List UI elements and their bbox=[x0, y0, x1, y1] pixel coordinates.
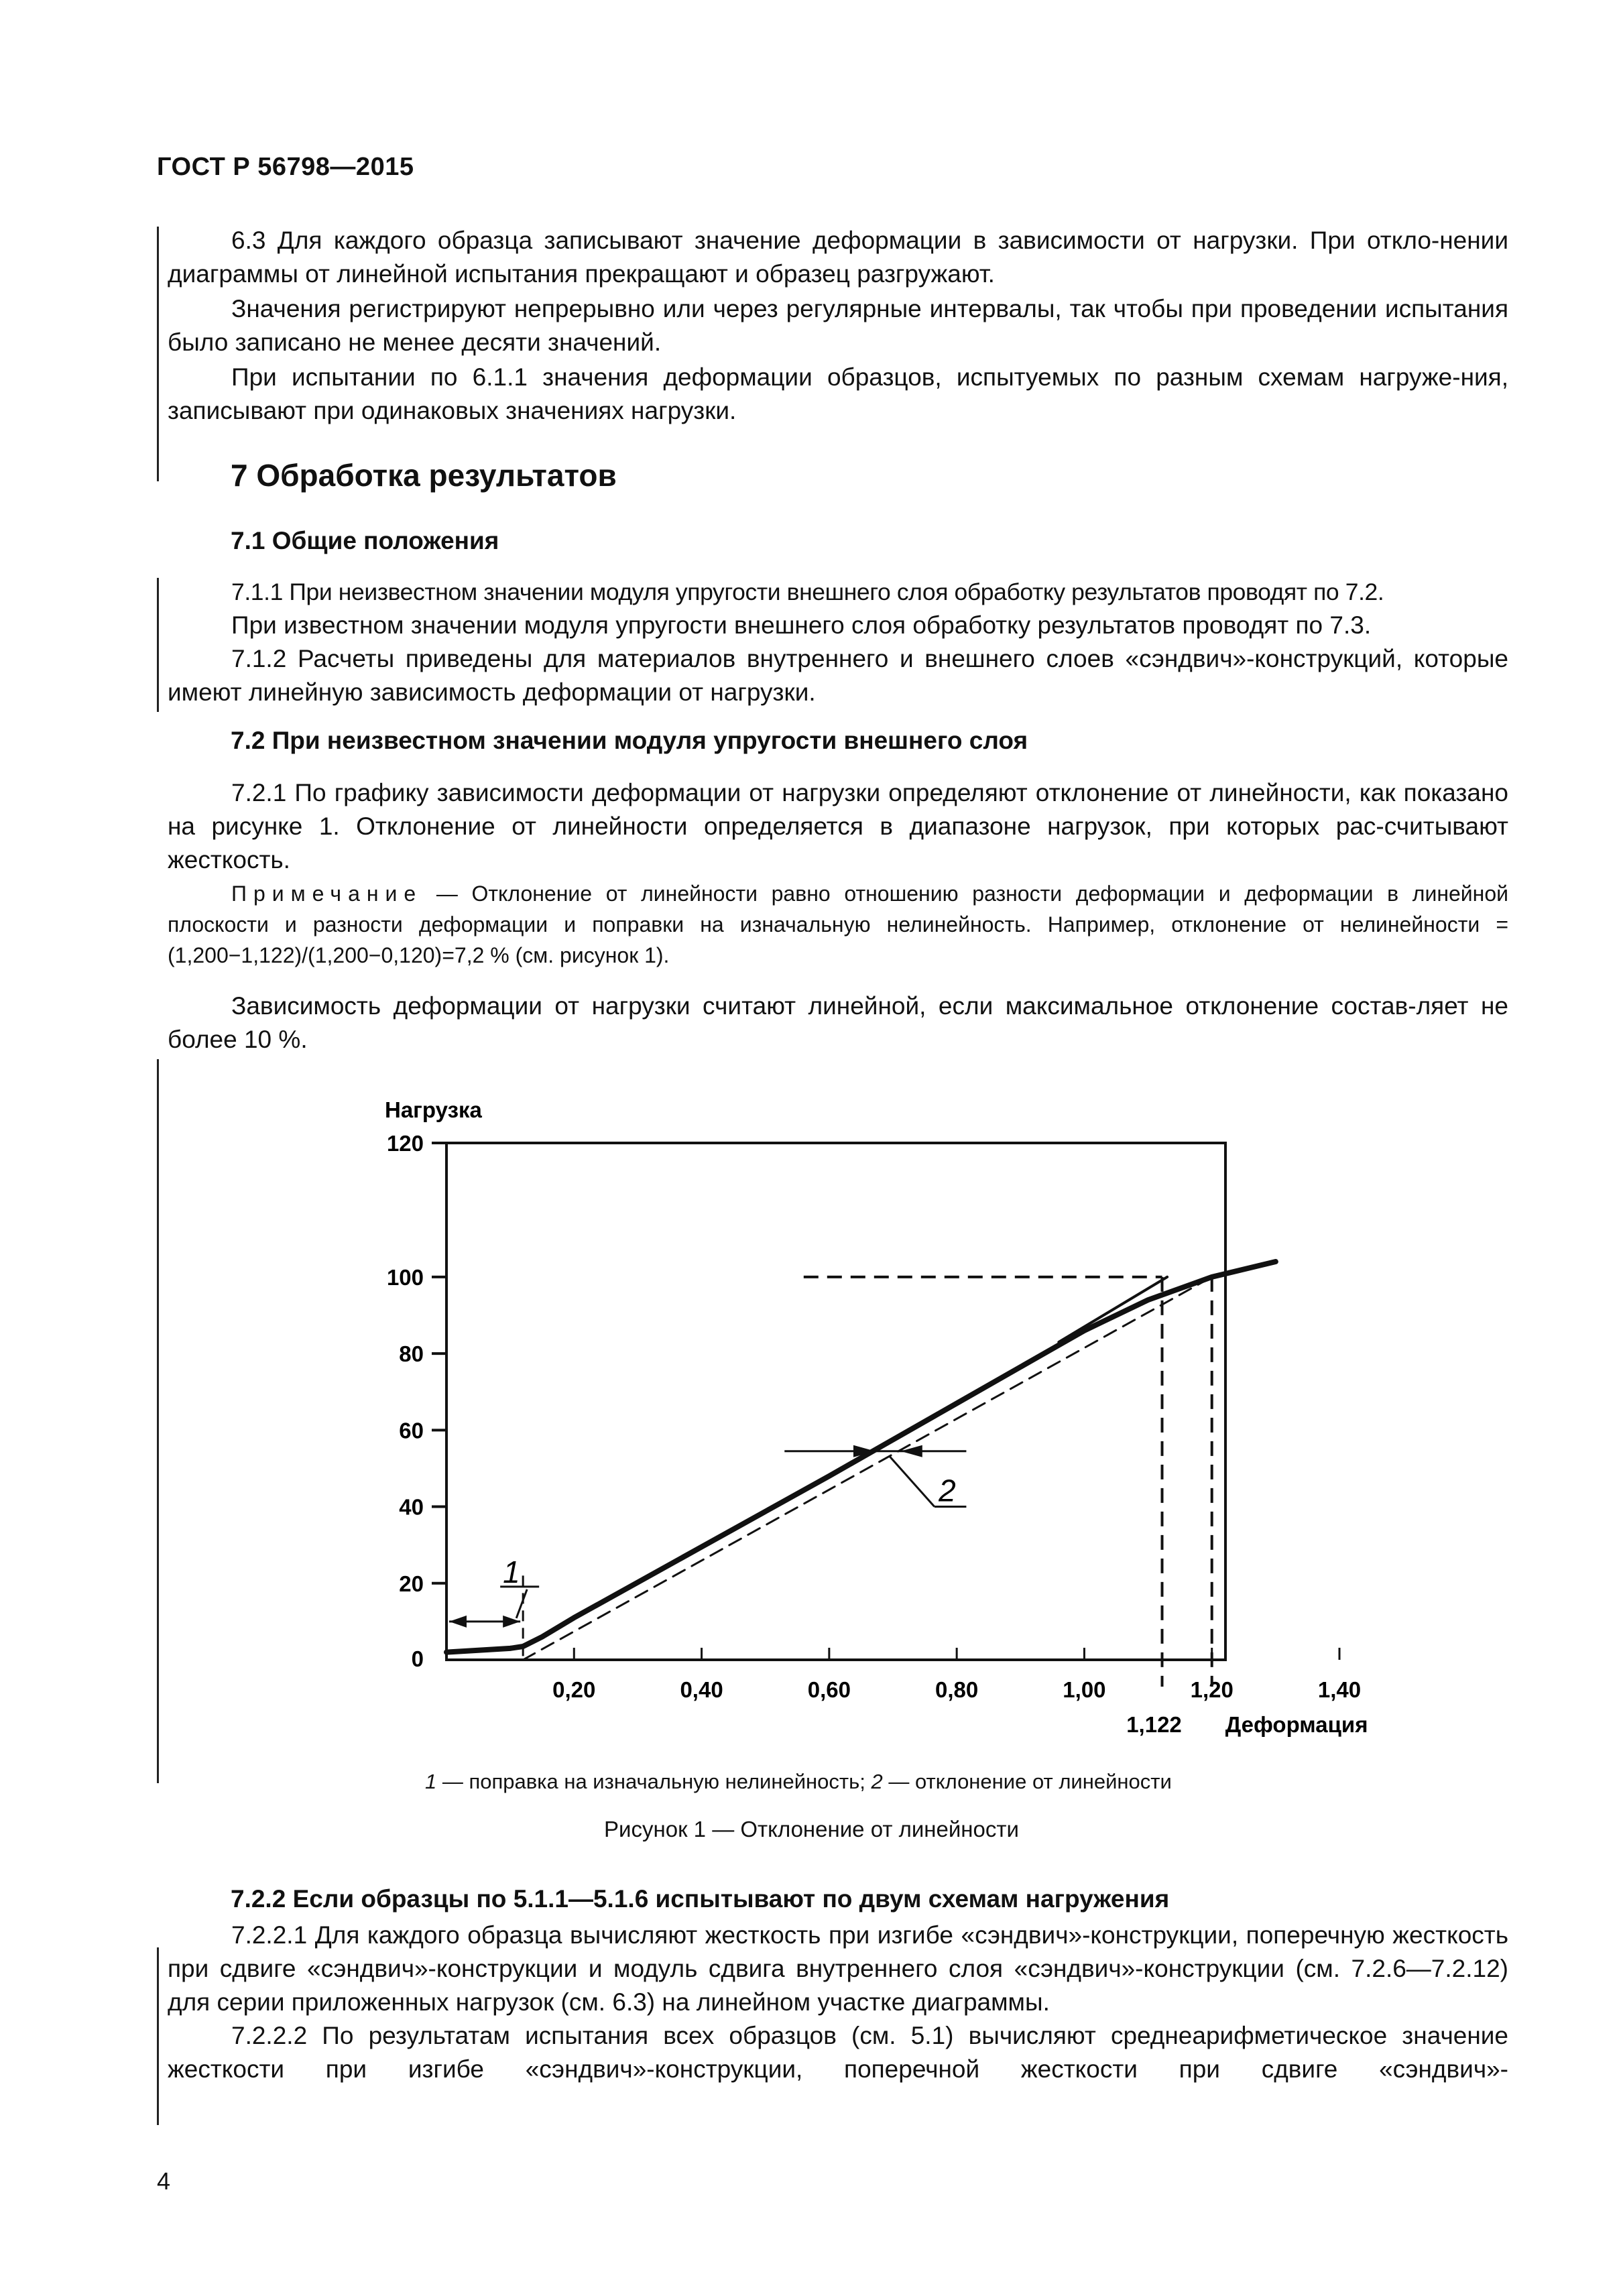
paragraph-7-1-1b: При известном значении модуля упругости внешнего слоя обработку результатов проводят по 7.3. bbox=[231, 611, 1372, 639]
note-label: Примечание bbox=[231, 882, 423, 906]
y-tick-label: 20 bbox=[399, 1571, 424, 1596]
annotation-1-arrowhead-left bbox=[449, 1616, 467, 1628]
y-tick-label: 80 bbox=[399, 1341, 424, 1367]
paragraph-7-1-2: 7.1.2 Расчеты приведены для материалов внутреннего и внешнего слоев «сэндвич»-конструкций, которые имеют линейную зависимость деформации от нагрузки. bbox=[168, 645, 1508, 706]
x-tick-label: 1,40 bbox=[1317, 1677, 1362, 1702]
y-tick-label: 60 bbox=[399, 1418, 424, 1443]
paragraph-7-1-1: 7.1.1 При неизвестном значении модуля упругости внешнего слоя обработку результатов проводят по 7.2. bbox=[231, 579, 1384, 605]
annotation-1-label: 1 bbox=[503, 1554, 520, 1589]
subsection-7-1-title: 7.1 Общие положения bbox=[231, 527, 499, 554]
paragraph-7-2-1: 7.2.1 По графику зависимости деформации от нагрузки определяют отклонение от линейности, как показано на рисунке 1. Отклонение от линейности определяется в диапазоне нагрузок, при которых рас-считывают жесткость. bbox=[168, 779, 1508, 873]
subsection-7-2-2-title: 7.2.2 Если образцы по 5.1.1—5.1.6 испытывают по двум схемам нагружения bbox=[231, 1885, 1170, 1913]
y-tick-label: 40 bbox=[399, 1494, 424, 1520]
x-tick-label: 1,20 bbox=[1190, 1677, 1234, 1702]
plot-frame bbox=[446, 1143, 1225, 1660]
page-number: 4 bbox=[157, 2167, 171, 2195]
legend-2-text: — отклонение от линейности bbox=[882, 1770, 1172, 1793]
figure-legend bbox=[425, 1770, 1172, 1794]
legend-1-text: — поправка на изначальную нелинейность; bbox=[436, 1770, 871, 1793]
x-tick-label: 0,20 bbox=[552, 1677, 596, 1702]
annotation-1-arrowhead-right bbox=[503, 1616, 520, 1628]
figure-caption: Рисунок 1 — Отклонение от линейности bbox=[604, 1817, 1019, 1841]
annotation-2-leader bbox=[890, 1457, 935, 1507]
annotation-2-arrowhead-right bbox=[900, 1445, 922, 1457]
x-tick-label: 0,40 bbox=[680, 1677, 723, 1702]
annotation-2-label: 2 bbox=[939, 1473, 956, 1508]
subsection-7-2-title: 7.2 При неизвестном значении модуля упругости внешнего слоя bbox=[231, 727, 1028, 754]
paragraph-7-2-2-1: 7.2.2.1 Для каждого образца вычисляют жесткость при изгибе «сэндвич»-конструкции, поперечную жесткость при сдвиге «сэндвич»-конструкции и модуль сдвига внутреннего слоя «сэндвич»-конструкции (см. 7.2.6—7.2.12) для серии приложенных нагрузок (см. 6.3) на линейном участке диаграммы. bbox=[168, 1921, 1508, 2016]
paragraph-linearity: Зависимость деформации от нагрузки считают линейной, если максимальное отклонение состав-ляет не более 10 %. bbox=[168, 992, 1508, 1053]
legend-1-number: 1 bbox=[425, 1770, 437, 1793]
y-axis-label: Нагрузка bbox=[385, 1097, 482, 1122]
series-line bbox=[446, 1262, 1276, 1652]
paragraph-6-3: 6.3 Для каждого образца записывают значение деформации в зависимости от нагрузки. При откло-нении диаграммы от линейной испытания прекращают и образец разгружают. bbox=[168, 227, 1508, 288]
paragraph-7-2-2-2: 7.2.2.2 По результатам испытания всех образцов (см. 5.1) вычисляют среднеарифметическое значение жесткости при изгибе «сэндвич»-конструкции, поперечной жесткости при сдвиге «сэндвич»- bbox=[168, 2022, 1508, 2083]
x-tick-label: 0,80 bbox=[935, 1677, 979, 1702]
y-tick-label: 0 bbox=[411, 1646, 424, 1671]
y-tick-label: 120 bbox=[386, 1131, 424, 1156]
x-tick-label: 0,60 bbox=[807, 1677, 851, 1702]
y-tick-label: 100 bbox=[386, 1264, 424, 1290]
document-header: ГОСТ Р 56798—2015 bbox=[157, 153, 414, 181]
x-axis-label: Деформация bbox=[1225, 1712, 1368, 1737]
note-text: — Отклонение от линейности равно отношению разности деформации и деформации в линейной плоскости и разности деформации и поправки на изначальную нелинейность. Например, отклонение от нелинейности = (1,200−1,122)/(1,200−0,120)=7,2 % (см. рисунок 1). bbox=[168, 882, 1508, 967]
annotation-1-leader bbox=[516, 1589, 527, 1618]
change-bar bbox=[157, 1947, 159, 2125]
x-extra-label: 1,122 bbox=[1126, 1712, 1182, 1737]
legend-2-number: 2 bbox=[871, 1770, 883, 1793]
paragraph-6-3-2: Значения регистрируют непрерывно или через регулярные интервалы, так чтобы при проведении испытания было записано не менее десяти значений. bbox=[168, 295, 1508, 356]
section-title: 7 Обработка результатов bbox=[231, 458, 617, 493]
paragraph-6-3-3: При испытании по 6.1.1 значения деформации образцов, испытуемых по разным схемам нагруже-ния, записывают при одинаковых значениях нагрузки. bbox=[168, 363, 1508, 424]
series-line bbox=[523, 1277, 1212, 1660]
x-tick-label: 1,00 bbox=[1063, 1677, 1106, 1702]
